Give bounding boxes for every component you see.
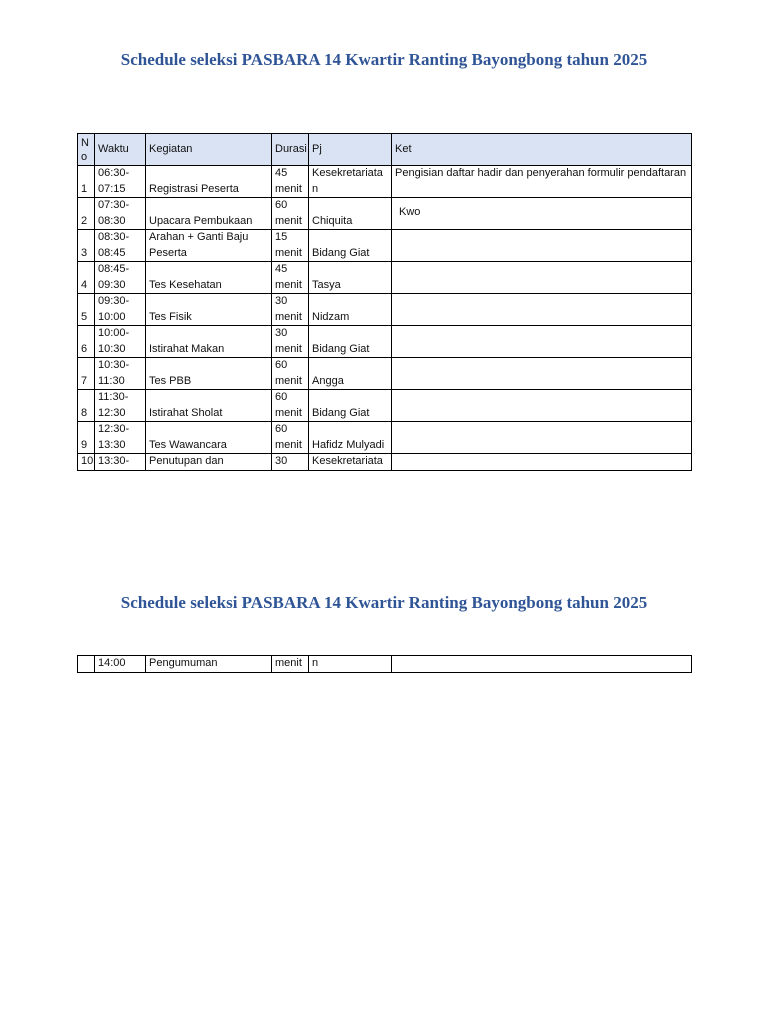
table-row: [78, 358, 692, 390]
cell-durasi-line: menit: [275, 214, 302, 227]
cell-waktu-line: 12:30-: [98, 423, 130, 435]
cell-waktu: 14:00: [95, 656, 146, 673]
cell-no: [78, 262, 95, 294]
cell-kegiatan-line: Peserta: [149, 246, 187, 259]
cell-kegiatan-line: Tes Wawancara: [149, 438, 227, 451]
header-durasi: Durasi: [272, 134, 309, 166]
cell-waktu-line: 10:00-: [98, 327, 130, 339]
cell-waktu: [95, 230, 146, 262]
table-row: [78, 656, 692, 673]
cell-ket: [392, 656, 692, 673]
cell-waktu: [95, 198, 146, 230]
cell-ket: [392, 166, 692, 198]
cell-kegiatan: [146, 390, 272, 422]
cell-ket: [392, 326, 692, 358]
cell-waktu-line: 10:30-: [98, 359, 130, 371]
cell-no: [78, 326, 95, 358]
cell-waktu-line: 06:30-: [98, 167, 130, 179]
cell-waktu-line: 08:45: [98, 246, 126, 259]
cell-ket: [392, 230, 692, 262]
cell-kegiatan-line: Arahan + Ganti Baju: [149, 231, 249, 243]
cell-durasi: [272, 358, 309, 390]
cell-pj: [309, 262, 392, 294]
cell-durasi: menit: [272, 656, 309, 673]
cell-durasi-line: 30: [275, 455, 288, 467]
table-row: [78, 262, 692, 294]
cell-no: [78, 198, 95, 230]
cell-waktu: [95, 422, 146, 454]
cell-waktu-line: 08:30-: [98, 231, 130, 243]
cell-kegiatan-line: Upacara Pembukaan: [149, 214, 253, 227]
header-kegiatan: Kegiatan: [146, 134, 272, 166]
cell-pj-line: Bidang Giat: [312, 342, 370, 355]
cell-waktu-line: 11:30-: [98, 391, 129, 403]
cell-kegiatan: [146, 198, 272, 230]
cell-pj: [309, 454, 392, 471]
cell-waktu-line: 10:00: [98, 310, 126, 323]
cell-no-line: 7: [81, 374, 88, 387]
cell-no-line: 5: [81, 310, 88, 323]
cell-durasi-line: menit: [275, 374, 302, 387]
cell-waktu: [95, 454, 146, 471]
cell-kegiatan: Pengumuman: [146, 656, 272, 673]
cell-pj: [309, 390, 392, 422]
cell-pj: [309, 166, 392, 198]
cell-no: [78, 230, 95, 262]
cell-durasi-line: 45: [275, 263, 288, 275]
cell-durasi: [272, 326, 309, 358]
page-title: Schedule seleksi PASBARA 14 Kwartir Ranting Bayongbong tahun 2025: [120, 50, 648, 69]
cell-durasi: [272, 262, 309, 294]
cell-durasi: [272, 454, 309, 471]
cell-durasi: [272, 230, 309, 262]
cell-pj-line: Bidang Giat: [312, 246, 370, 259]
cell-pj: [309, 294, 392, 326]
cell-no: [78, 358, 95, 390]
header-waktu: Waktu: [95, 134, 146, 166]
cell-kegiatan-line: Istirahat Makan: [149, 342, 225, 355]
cell-ket: [392, 422, 692, 454]
cell-pj-line: Chiquita: [312, 214, 353, 227]
cell-kegiatan-line: Tes Fisik: [149, 310, 192, 323]
cell-pj: n: [309, 656, 392, 673]
cell-pj: [309, 198, 392, 230]
cell-durasi-line: 30: [275, 327, 288, 339]
cell-no-line: 10: [81, 455, 94, 467]
cell-pj: [309, 358, 392, 390]
cell-no-line: 9: [81, 438, 88, 451]
cell-durasi-line: 60: [275, 423, 288, 435]
cell-kegiatan: [146, 262, 272, 294]
cell-no: [78, 656, 95, 673]
cell-pj-line: Nidzam: [312, 310, 350, 323]
cell-no: [78, 422, 95, 454]
cell-no: [78, 294, 95, 326]
cell-pj: [309, 326, 392, 358]
cell-pj: [309, 422, 392, 454]
cell-waktu: [95, 262, 146, 294]
cell-ket: [392, 294, 692, 326]
cell-waktu-line: 13:30: [98, 438, 126, 451]
cell-durasi: [272, 390, 309, 422]
header-no: N o: [78, 134, 95, 166]
cell-pj-line: Tasya: [312, 278, 341, 291]
cell-waktu: [95, 294, 146, 326]
cell-durasi-line: menit: [275, 438, 302, 451]
cell-ket: [392, 454, 692, 471]
cell-durasi-line: menit: [275, 342, 302, 355]
cell-pj-line: Kesekretariata: [312, 455, 383, 467]
cell-ket: [392, 198, 692, 230]
cell-waktu: [95, 166, 146, 198]
cell-durasi-line: 45: [275, 167, 288, 179]
table-row: [78, 198, 692, 230]
cell-ket: [392, 390, 692, 422]
cell-durasi-line: menit: [275, 182, 302, 195]
page-title-repeat: Schedule seleksi PASBARA 14 Kwartir Ranting Bayongbong tahun 2025: [120, 593, 648, 612]
cell-no: [78, 390, 95, 422]
cell-kegiatan: [146, 326, 272, 358]
cell-kegiatan: [146, 358, 272, 390]
cell-kegiatan: [146, 454, 272, 471]
schedule-table-continuation: [77, 655, 692, 673]
cell-durasi-line: 15: [275, 231, 288, 243]
cell-durasi: [272, 198, 309, 230]
cell-no-line: 4: [81, 278, 88, 291]
cell-no-line: 2: [81, 214, 88, 227]
header-pj: Pj: [309, 134, 392, 166]
cell-durasi-line: menit: [275, 278, 302, 291]
cell-no-line: 6: [81, 342, 88, 355]
table-row: [78, 294, 692, 326]
cell-waktu-line: 08:45-: [98, 263, 130, 275]
table-row: [78, 166, 692, 198]
schedule-table: [77, 133, 692, 471]
cell-durasi-line: menit: [275, 246, 302, 259]
cell-kegiatan-line: Penutupan dan: [149, 455, 224, 467]
cell-waktu: [95, 326, 146, 358]
cell-pj-line: Bidang Giat: [312, 406, 370, 419]
cell-kegiatan: [146, 166, 272, 198]
cell-kegiatan: [146, 422, 272, 454]
cell-no: [78, 166, 95, 198]
header-ket: Ket: [392, 134, 692, 166]
cell-kegiatan-line: Tes PBB: [149, 374, 192, 387]
cell-waktu-line: 12:30: [98, 406, 126, 419]
table-header-row: [78, 134, 692, 166]
cell-kegiatan-line: Istirahat Sholat: [149, 406, 223, 419]
cell-ket: [392, 358, 692, 390]
table-row: [78, 326, 692, 358]
cell-waktu: [95, 390, 146, 422]
cell-kegiatan: [146, 230, 272, 262]
cell-pj: [309, 230, 392, 262]
cell-durasi-line: 60: [275, 359, 288, 371]
cell-no-line: 8: [81, 406, 88, 419]
cell-pj-line: n: [312, 182, 319, 195]
cell-durasi-line: 60: [275, 199, 288, 211]
table-row: [78, 454, 692, 471]
cell-waktu-line: 07:30-: [98, 199, 130, 211]
cell-ket-text: Pengisian daftar hadir dan penyerahan formulir pendaftaran: [395, 167, 687, 179]
cell-waktu: [95, 358, 146, 390]
cell-pj-line: Kesekretariata: [312, 167, 383, 179]
cell-no: [78, 454, 95, 471]
cell-ket: [392, 262, 692, 294]
cell-waktu-line: 09:30: [98, 278, 126, 291]
cell-kegiatan-line: Registrasi Peserta: [149, 182, 239, 195]
cell-kegiatan-line: Tes Kesehatan: [149, 278, 222, 291]
table-row: [78, 390, 692, 422]
cell-durasi: [272, 422, 309, 454]
table-row: [78, 230, 692, 262]
cell-durasi-line: menit: [275, 310, 302, 323]
cell-waktu-line: 11:30: [98, 374, 125, 387]
cell-waktu-line: 09:30-: [98, 295, 130, 307]
cell-waktu-line: 10:30: [98, 342, 126, 355]
cell-kegiatan: [146, 294, 272, 326]
cell-waktu-line: 13:30-: [98, 455, 130, 467]
cell-waktu-line: 08:30: [98, 214, 126, 227]
cell-durasi-line: 30: [275, 295, 288, 307]
cell-durasi-line: 60: [275, 391, 288, 403]
cell-no-line: 3: [81, 246, 88, 259]
table-row: [78, 422, 692, 454]
cell-durasi: [272, 294, 309, 326]
cell-no-line: 1: [81, 182, 88, 195]
cell-durasi-line: menit: [275, 406, 302, 419]
cell-ket-text: Kwo: [399, 206, 421, 218]
cell-pj-line: Hafidz Mulyadi: [312, 438, 385, 451]
cell-waktu-line: 07:15: [98, 182, 126, 195]
cell-durasi: [272, 166, 309, 198]
cell-pj-line: Angga: [312, 374, 344, 387]
